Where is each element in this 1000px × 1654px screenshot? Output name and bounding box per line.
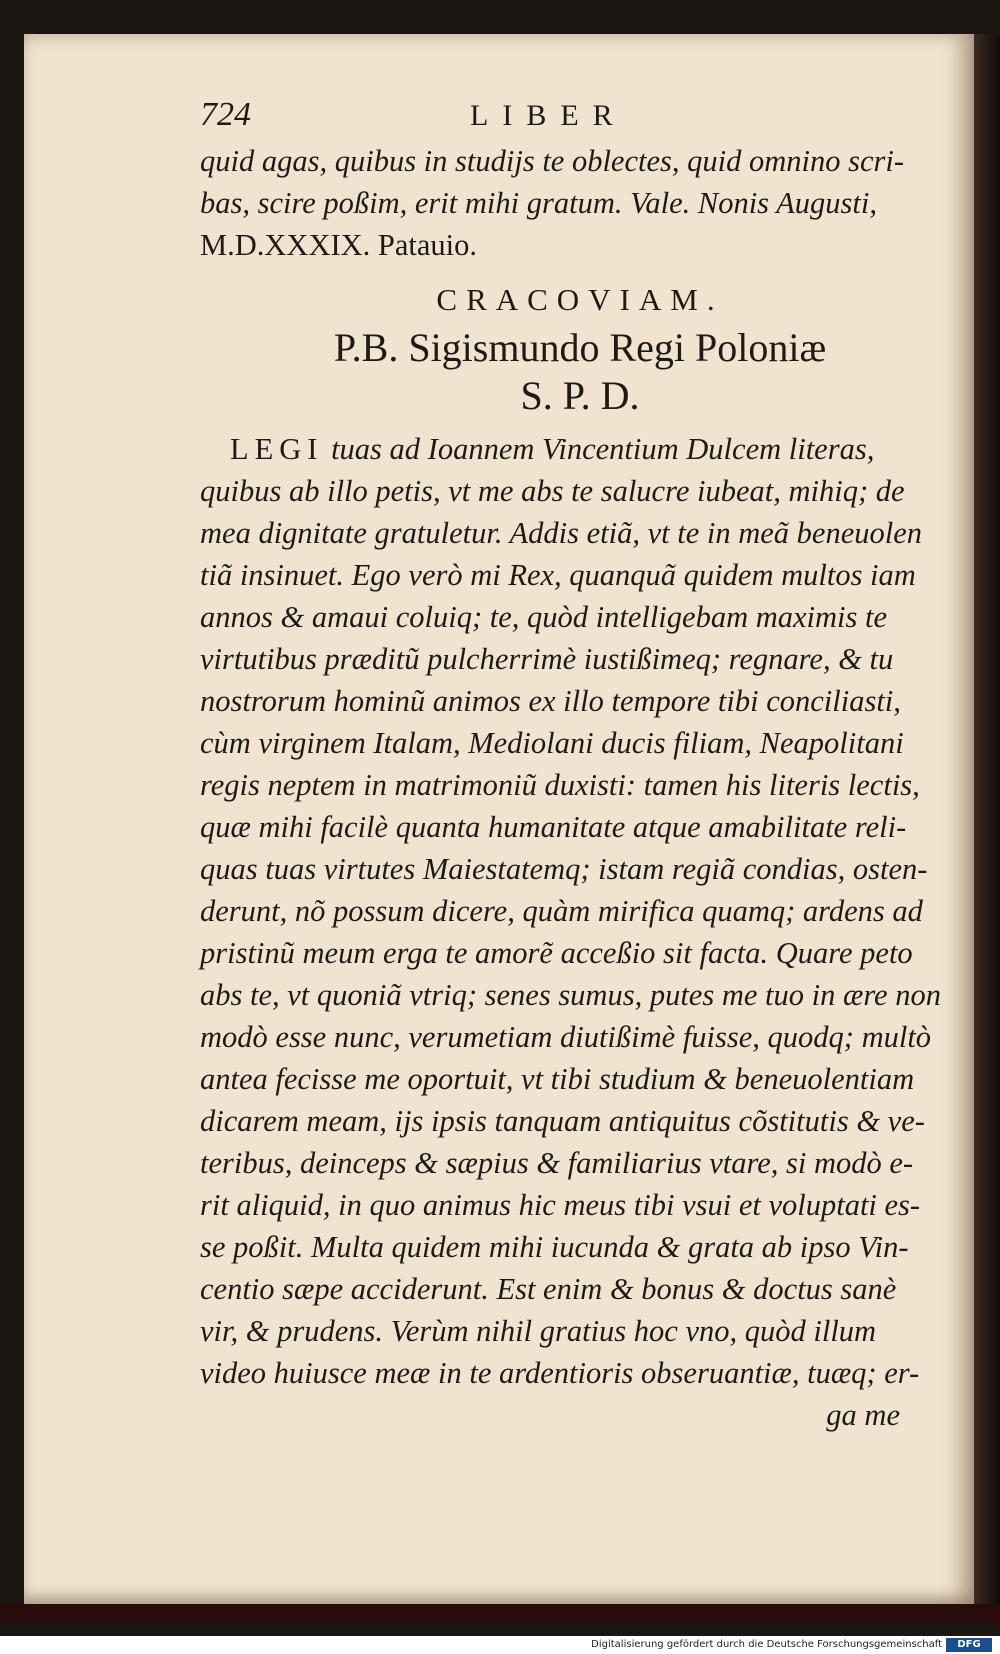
opening-word: LEGI [230, 432, 324, 466]
digitization-footer [0, 1636, 1000, 1654]
body-line: dicarem meam, ijs ipsis tanquam antiquitus cõstitutis & ve- [200, 1104, 925, 1138]
body-line: virtutibus præditũ pulcherrimè iustißimeq; regnare, & tu [200, 642, 894, 676]
catchword: ga me [826, 1398, 900, 1432]
body-line: derunt, nõ possum dicere, quàm mirifica quamq; ardens ad [200, 894, 923, 928]
letter-date-line: M.D.XXXIX. Patauio. [200, 228, 478, 262]
body-line: annos & amaui coluiq; te, quòd intelligebam maximis te [200, 600, 888, 634]
body-line: pristinũ meum erga te amorẽ acceßio sit facta. Quare peto [200, 936, 913, 970]
body-line: mea dignitate gratuletur. Addis etiã, vt te in meã beneuolen [200, 516, 922, 550]
letter-destination: CRACOVIAM. [436, 282, 724, 317]
body-line: regis neptem in matrimoniũ duxisti: tamen his literis lectis, [200, 768, 920, 802]
body-line: cùm virginem Italam, Mediolani ducis filiam, Neapolitani [200, 726, 904, 760]
body-line: teribus, deinceps & sæpius & familiarius vtare, si modò e- [200, 1146, 914, 1180]
body-line: tiã insinuet. Ego verò mi Rex, quanquã quidem multos iam [200, 558, 916, 592]
page-number: 724 [200, 96, 251, 133]
book-edge [974, 34, 1000, 1604]
first-line-text: tuas ad Ioannem Vincentium Dulcem literas, [331, 432, 875, 466]
body-line: nostrorum hominũ animos ex illo tempore tibi conciliasti, [200, 684, 901, 718]
letter-addressee: P.B. Sigismundo Regi Poloniæ [333, 325, 827, 370]
body-line: quas tuas virtutes Maiestatemq; istam regiã condias, osten- [200, 852, 928, 886]
body-line: rit aliquid, in quo animus hic meus tibi vsui et voluptati es- [200, 1188, 921, 1222]
body-line: quæ mihi facilè quanta humanitate atque amabilitate reli- [200, 810, 907, 844]
letter-end-line: bas, scire poßim, erit mihi gratum. Vale. Nonis Augusti, [200, 186, 877, 220]
body-line: video huiusce meæ in te ardentioris obseruantiæ, tuæq; er- [200, 1356, 920, 1390]
body-line: quibus ab illo petis, vt me abs te salucre iubeat, mihiq; de [200, 474, 905, 508]
letter-body [200, 470, 960, 1394]
body-line: abs te, vt quoniã vtriq; senes sumus, putes me tuo in ære non [200, 978, 941, 1012]
running-title: LIBER [470, 99, 627, 132]
page-bottom-edge [0, 1604, 1000, 1624]
body-line: modò esse nunc, verumetiam diutißimè fuisse, quodq; multò [200, 1020, 932, 1054]
body-line: se poßit. Multa quidem mihi iucunda & grata ab ipso Vin- [200, 1230, 909, 1264]
page-text [200, 96, 960, 1436]
body-line: vir, & prudens. Verùm nihil gratius hoc vno, quòd illum [200, 1314, 877, 1348]
body-first-line [200, 428, 960, 470]
footer-credit: Digitalisierung gefördert durch die Deutsche Forschungsgemeinschaft [591, 1639, 942, 1650]
letter-end-line: quid agas, quibus in studijs te oblectes, quid omnino scri- [200, 144, 905, 178]
letter-salutation: S. P. D. [520, 373, 640, 418]
body-line: antea fecisse me oportuit, vt tibi studium & beneuolentiam [200, 1062, 915, 1096]
dfg-logo-badge: DFG [946, 1638, 992, 1652]
page-header [200, 96, 960, 140]
body-line: centio sæpe acciderunt. Est enim & bonus & doctus sanè [200, 1272, 897, 1306]
